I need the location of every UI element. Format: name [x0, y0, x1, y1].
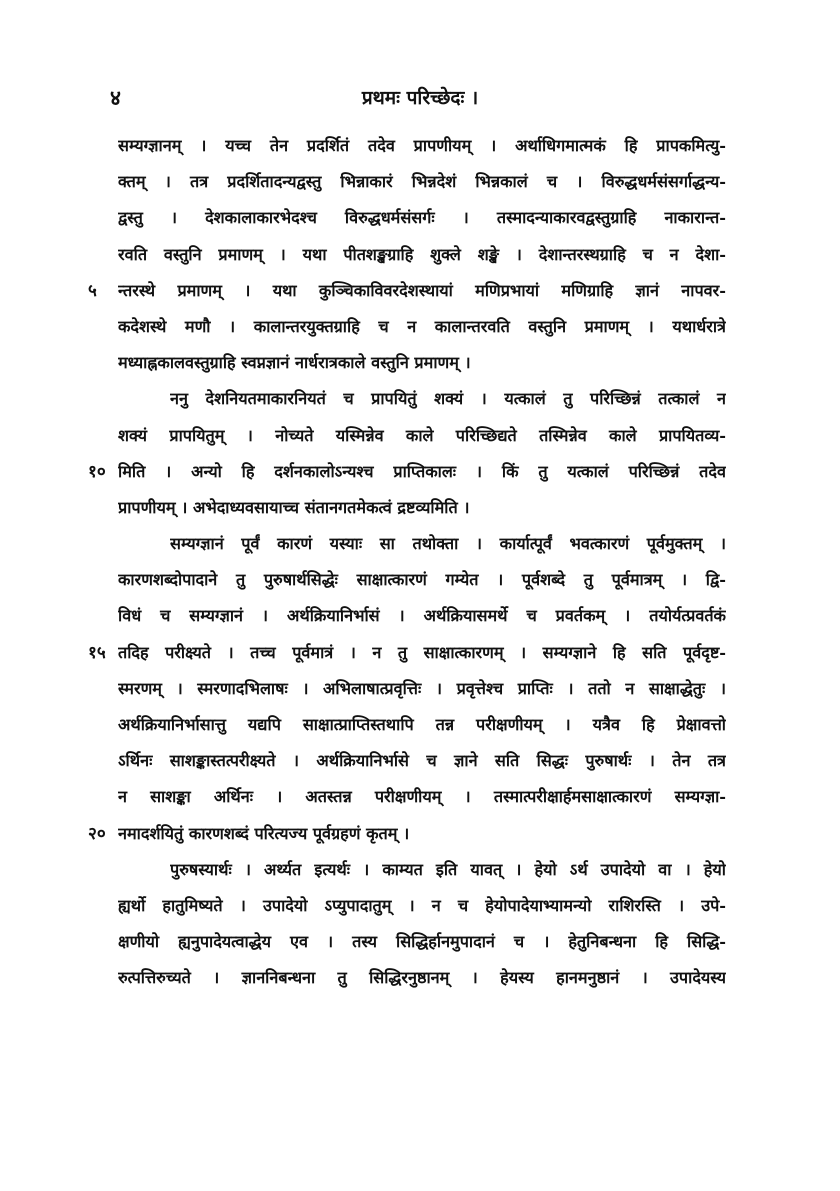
- text-line: [0, 924, 840, 960]
- line-text: कारणशब्दोपादाने तु पुरुषार्थसिद्धेः साक्षात्कारणं गम्येत । पूर्वशब्दे तु पूर्वमात्रम् । द्वि-: [118, 570, 726, 590]
- text-line: [0, 237, 840, 273]
- text-line: [0, 635, 840, 671]
- line-number: २०: [88, 823, 106, 844]
- line-text: क्तम् । तत्र प्रदर्शितादन्यद्वस्तु भिन्नाकारं भिन्नदेशं भिन्नकालं च । विरुद्धधर्मसंसर्गाद्धन्य-: [118, 172, 726, 192]
- text-line: [0, 779, 840, 815]
- text-line: [0, 454, 840, 490]
- line-text: सम्यग्ज्ञानम् । यच्च तेन प्रदर्शितं तदेव प्रापणीयम् । अर्थाधिगमात्मकं हि प्रापकमित्यु-: [118, 136, 726, 155]
- text-line: [0, 273, 840, 309]
- line-text: ह्यर्थो हातुमिष्यते । उपादेयो ऽप्युपादातुम् । न च हेयोपादेयाभ्यामन्यो राशिरस्ति । उपे-: [118, 895, 726, 915]
- text-line: [0, 345, 840, 381]
- text-line: [0, 128, 840, 164]
- line-text: मिति । अन्यो हि दर्शनकालोऽन्यश्च प्राप्तिकालः । किं तु यत्कालं परिच्छिन्नं तदेव: [118, 461, 726, 481]
- line-text: कदेशस्थे मणौ । कालान्तरयुक्तग्राहि च न कालान्तरवति वस्तुनि प्रमाणम् । यथार्धरात्रे: [118, 316, 726, 336]
- text-line: [0, 598, 840, 634]
- text-line: [0, 200, 840, 236]
- text-line: [0, 743, 840, 779]
- text-line: [0, 526, 840, 562]
- line-text: स्मरणम् । स्मरणादभिलाषः । अभिलाषात्प्रवृत्तिः । प्रवृत्तेश्च प्राप्तिः । ततो न साक्षाद्धेतुः ।: [118, 678, 726, 698]
- text-line: [0, 418, 840, 454]
- text-line: [0, 816, 840, 852]
- line-text: न साशङ्का अर्थिनः । अतस्तन्न परीक्षणीयम् । तस्मात्परीक्षार्हमसाक्षात्कारणं सम्यग्ज्ञा-: [118, 787, 726, 807]
- line-text: ऽर्थिनः साशङ्कास्तत्परीक्ष्यते । अर्थक्रियानिर्भासे च ज्ञाने सति सिद्धः पुरुषार्थः । तेन तत्र: [118, 751, 726, 771]
- text-line: [0, 960, 840, 996]
- text-line: [0, 381, 840, 417]
- line-text: तदिह परीक्ष्यते । तच्च पूर्वमात्रं । न तु साक्षात्कारणम् । सम्यग्ज्ञाने हि सति पूर्वदृष्ट-: [118, 642, 726, 662]
- line-text: द्वस्तु । देशकालाकारभेदश्च विरुद्धधर्मसंसर्गः । तस्मादन्याकारवद्वस्तुग्राहि नाकारान्त-: [118, 208, 726, 228]
- page-header: [0, 84, 840, 114]
- line-text: प्रापणीयम् । अभेदाध्यवसायाच्च संतानगतमेकत्वं द्रष्टव्यमिति ।: [118, 497, 470, 517]
- line-text: सम्यग्ज्ञानं पूर्वं कारणं यस्याः सा तथोक्ता । कार्यात्पूर्वं भवत्कारणं पूर्वमुक्तम् ।: [170, 534, 726, 554]
- line-number: १०: [88, 461, 106, 482]
- line-text: अर्थक्रियानिर्भासात्तु यद्यपि साक्षात्प्राप्तिस्तथापि तन्न परीक्षणीयम् । यत्रैव हि प्रेक्षावत्तो: [118, 715, 726, 734]
- line-text: न्तरस्थे प्रमाणम् । यथा कुञ्चिकाविवरदेशस्थायां मणिप्रभायां मणिग्राहि ज्ञानं नापवर-: [118, 280, 726, 300]
- line-text: विधं च सम्यग्ज्ञानं । अर्थक्रियानिर्भासं । अर्थक्रियासमर्थे च प्रवर्तकम् । तयोर्यत्प्रवर्तकं: [118, 606, 726, 626]
- line-number: १५: [88, 642, 106, 663]
- line-text: मध्याह्नकालवस्तुग्राहि स्वप्नज्ञानं नार्धरात्रकाले वस्तुनि प्रमाणम् ।: [118, 353, 471, 373]
- text-line: [0, 490, 840, 526]
- line-number: ५: [88, 280, 97, 301]
- line-text: ननु देशनियतमाकारनियतं च प्रापयितुं शक्यं । यत्कालं तु परिच्छिन्नं तत्कालं न: [170, 389, 726, 409]
- line-text: क्षणीयो ह्यनुपादेयत्वाद्धेय एव । तस्य सिद्धिर्हानमुपादानं च । हेतुनिबन्धना हि सिद्धि-: [118, 932, 726, 952]
- text-line: [0, 309, 840, 345]
- text-line: [0, 707, 840, 743]
- text-line: [0, 852, 840, 888]
- line-text: नमादर्शयितुं कारणशब्दं परित्यज्य पूर्वग्रहणं कृतम् ।: [118, 823, 410, 843]
- page-number: ४: [110, 85, 121, 110]
- text-line: [0, 562, 840, 598]
- text-line: [0, 164, 840, 200]
- line-text: रवति वस्तुनि प्रमाणम् । यथा पीतशङ्खग्राहि शुक्ले शङ्खे । देशान्तरस्थग्राहि च न देशा-: [118, 244, 726, 264]
- text-line: [0, 671, 840, 707]
- body-text: [0, 128, 840, 997]
- line-text: पुरुषस्यार्थः । अर्थ्यत इत्यर्थः । काम्यत इति यावत् । हेयो ऽर्थ उपादेयो वा । हेयो: [170, 859, 726, 879]
- line-text: रुत्पत्तिरुच्यते । ज्ञाननिबन्धना तु सिद्धिरनुष्ठानम् । हेयस्य हानमनुष्ठानं । उपादेयस्य: [118, 968, 726, 988]
- text-line: [0, 888, 840, 924]
- running-title: प्रथमः परिच्छेदः ।: [361, 87, 479, 109]
- line-text: शक्यं प्रापयितुम् । नोच्यते यस्मिन्नेव काले परिच्छिद्यते तस्मिन्नेव काले प्रापयितव्य-: [118, 425, 726, 445]
